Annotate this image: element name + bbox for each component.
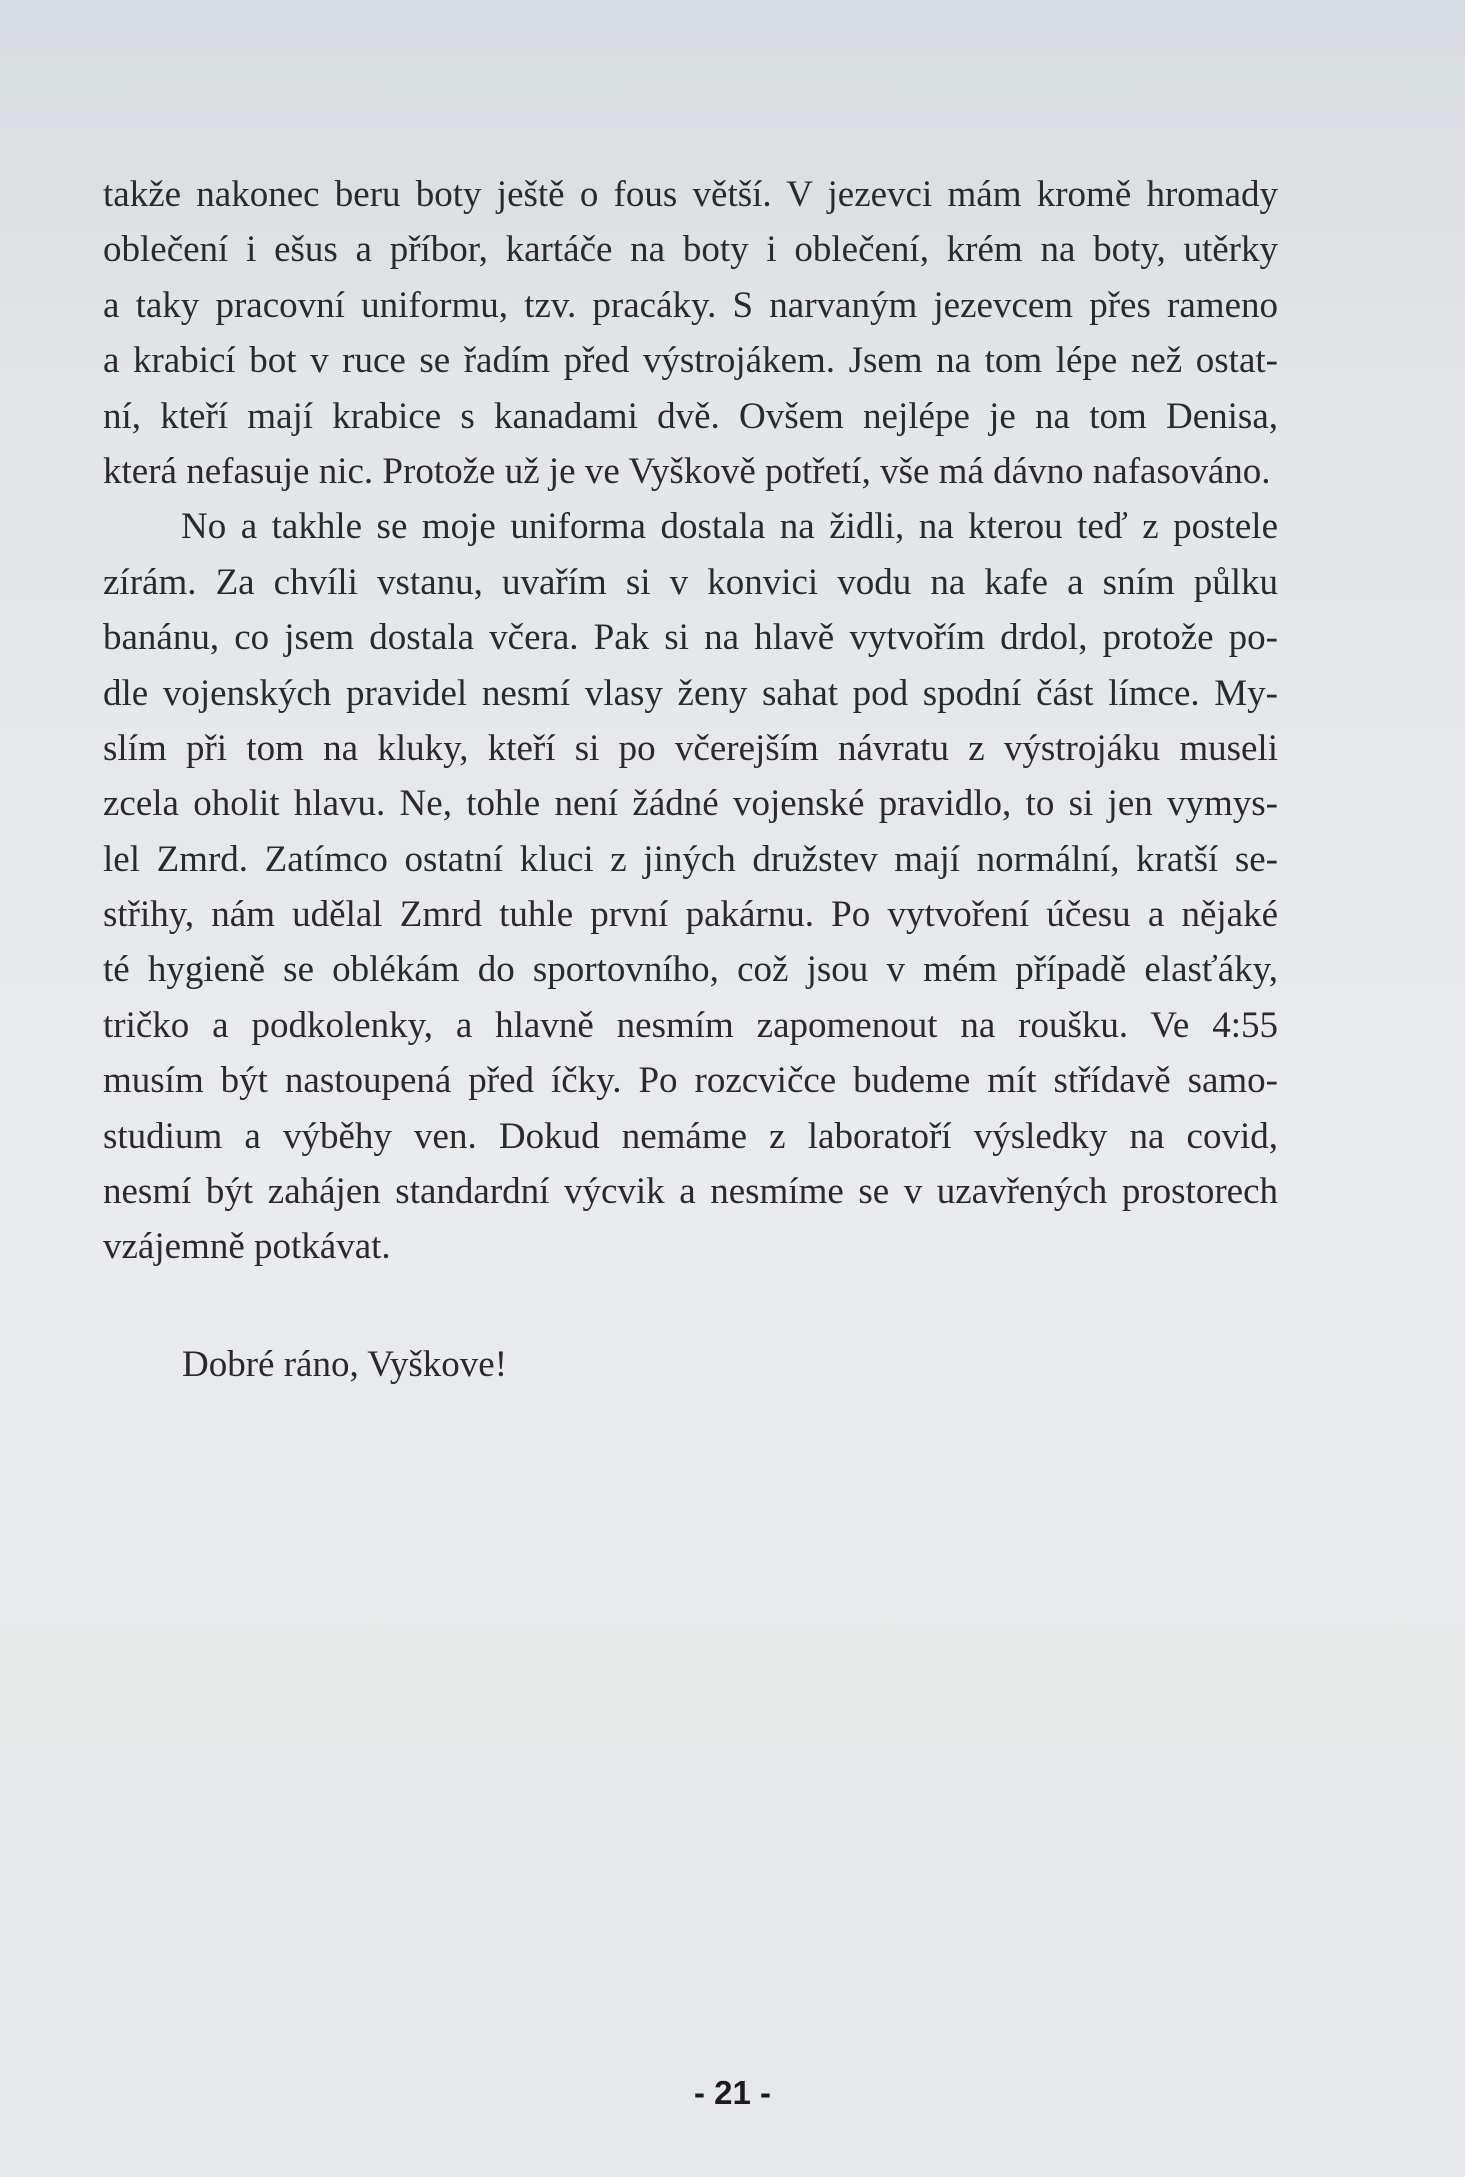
body-text: [103, 167, 1278, 1275]
text-line: té hygieně se oblékám do sportovního, což jsou v mém případě elasťáky,: [103, 949, 1278, 991]
text-line: a taky pracovní uniformu, tzv. pracáky. S narvaným jezevcem přes rameno: [103, 284, 1278, 326]
page-number: - 21 -: [693, 2074, 772, 2111]
text-line: oblečení i ešus a příbor, kartáče na boty i oblečení, krém na boty, utěrky: [103, 229, 1278, 271]
text-line: No a takhle se moje uniforma dostala na židli, na kterou teď z postele: [181, 506, 1278, 548]
text-line: musím být nastoupená před íčky. Po rozcvičce budeme mít střídavě samo-: [103, 1060, 1278, 1102]
text-line: která nefasuje nic. Protože už je ve Vyškově potřetí, vše má dávno nafasováno.: [103, 450, 1271, 492]
text-line: dle vojenských pravidel nesmí vlasy ženy sahat pod spodní část límce. My-: [103, 672, 1278, 714]
text-line: tričko a podkolenky, a hlavně nesmím zapomenout na roušku. Ve 4:55: [103, 1004, 1278, 1046]
text-line: ní, kteří mají krabice s kanadami dvě. Ovšem nejlépe je na tom Denisa,: [103, 395, 1278, 437]
text-line: lel Zmrd. Zatímco ostatní kluci z jiných družstev mají normální, kratší se-: [103, 838, 1278, 880]
text-line: nesmí být zahájen standardní výcvik a nesmíme se v uzavřených prostorech: [103, 1171, 1278, 1213]
text-line: a krabicí bot v ruce se řadím před výstrojákem. Jsem na tom lépe než ostat-: [103, 340, 1278, 382]
text-line: zírám. Za chvíli vstanu, uvařím si v konvici vodu na kafe a sním půlku: [103, 561, 1278, 603]
text-line: zcela oholit hlavu. Ne, tohle není žádné vojenské pravidlo, to si jen vymys-: [103, 783, 1278, 825]
text-line: střihy, nám udělal Zmrd tuhle první pakárnu. Po vytvoření účesu a nějaké: [103, 894, 1278, 936]
text-line: studium a výběhy ven. Dokud nemáme z laboratoří výsledky na covid,: [103, 1115, 1278, 1157]
text-line: vzájemně potkávat.: [103, 1226, 391, 1268]
text-line: banánu, co jsem dostala včera. Pak si na hlavě vytvořím drdol, protože po-: [103, 617, 1278, 659]
closing-line: Dobré ráno, Vyškove!: [182, 1344, 508, 1385]
text-line: slím při tom na kluky, kteří si po včerejším návratu z výstrojáku museli: [103, 727, 1278, 769]
text-line: takže nakonec beru boty ještě o fous větší. V jezevci mám kromě hromady: [103, 174, 1278, 215]
